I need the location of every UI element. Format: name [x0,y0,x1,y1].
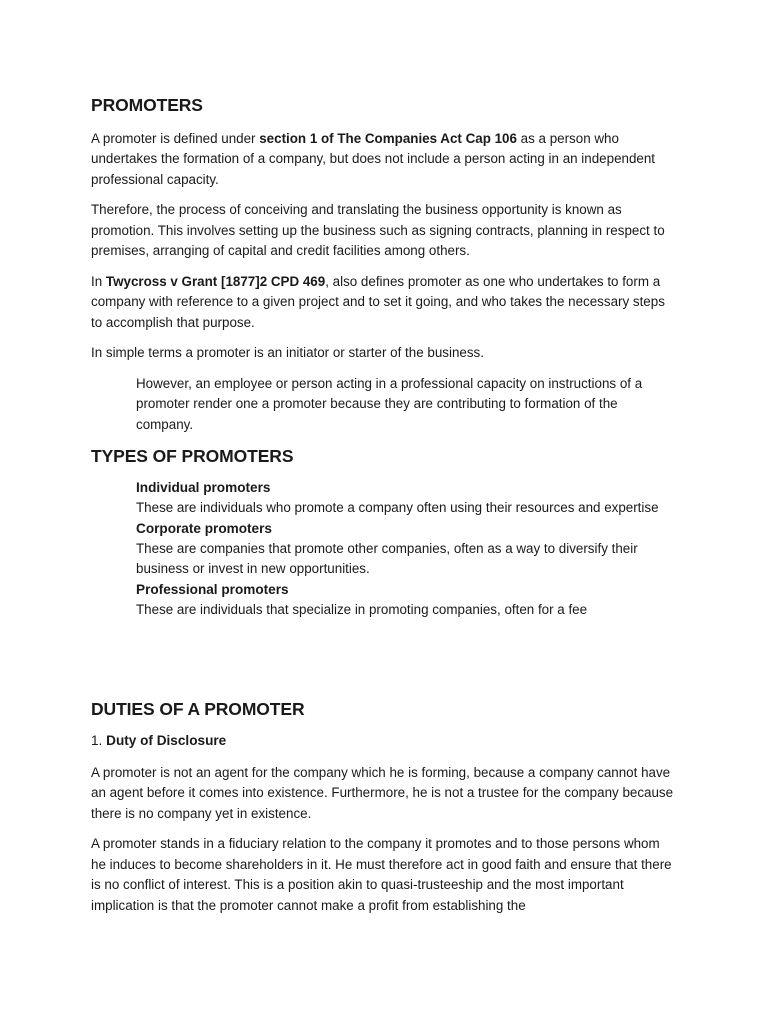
employee-note-paragraph: However, an employee or person acting in a professional capacity on instructions of a promoter render one a promoter because they are contributing to formation of the company. [136,375,643,432]
promoters-definition-paragraph [91,129,674,191]
type-title-professional: Professional promoters [136,581,289,597]
duty-fiduciary-paragraph: A promoter stands in a fiduciary relation to the company it promotes and to those persons whom he induces to become shareholders in it. He must therefore act in good faith and ensure that there is no conflict of interest. This is a position akin to quasi-trusteeship and the most important implication is that the promoter cannot make a profit from establishing the [91,836,672,913]
duty-label: Duty of Disclosure [106,732,227,748]
simple-terms-paragraph: In simple terms a promoter is an initiator or starter of the business. [91,345,484,361]
heading-promoters: PROMOTERS [91,95,203,115]
type-desc-individual: These are individuals who promote a company often using their resources and expertise [136,500,659,515]
promotion-process-paragraph: Therefore, the process of conceiving and translating the business opportunity is known as promotion. This involves setting up the business such as signing contracts, planning in respect to premises, arranging of capital and credit facilities among others. [91,202,665,259]
promoter-types-list [136,478,674,620]
case-rest-text: , also defines promoter as one who undertakes to form a company with reference to a given project and to set it going, and who takes the necessary steps to accomplish that purpose. [91,273,665,330]
duty-item-disclosure [91,731,674,751]
heading-types-of-promoters: TYPES OF PROMOTERS [91,446,294,467]
type-desc-corporate: These are companies that promote other companies, often as a way to diversify their business or invest in new opportunities. [136,540,638,576]
case-intro-text: In [91,273,106,289]
heading-duties-of-a-promoter: DUTIES OF A PROMOTER [91,699,305,719]
statute-reference: section 1 of The Companies Act Cap 106 [259,130,517,146]
type-title-corporate: Corporate promoters [136,520,272,536]
duty-agent-paragraph: A promoter is not an agent for the company which he is forming, because a company cannot have an agent before it comes into existence. Furthermore, he is not a trustee for the company because there is no company yet in existence. [91,764,674,821]
definition-rest-text: as a person who undertakes the formation of a company, but does not include a person acting in an independent professional capacity. [91,130,656,187]
duty-number: 1. [91,732,103,748]
type-desc-professional: These are individuals that specialize in promoting companies, often for a fee [136,601,588,617]
case-law-paragraph [91,272,674,334]
case-citation: Twycross v Grant [1877]2 CPD 469 [105,273,326,289]
section-spacer [91,620,674,698]
type-title-individual: Individual promoters [136,480,271,495]
definition-intro-text: A promoter is defined under [91,130,260,146]
